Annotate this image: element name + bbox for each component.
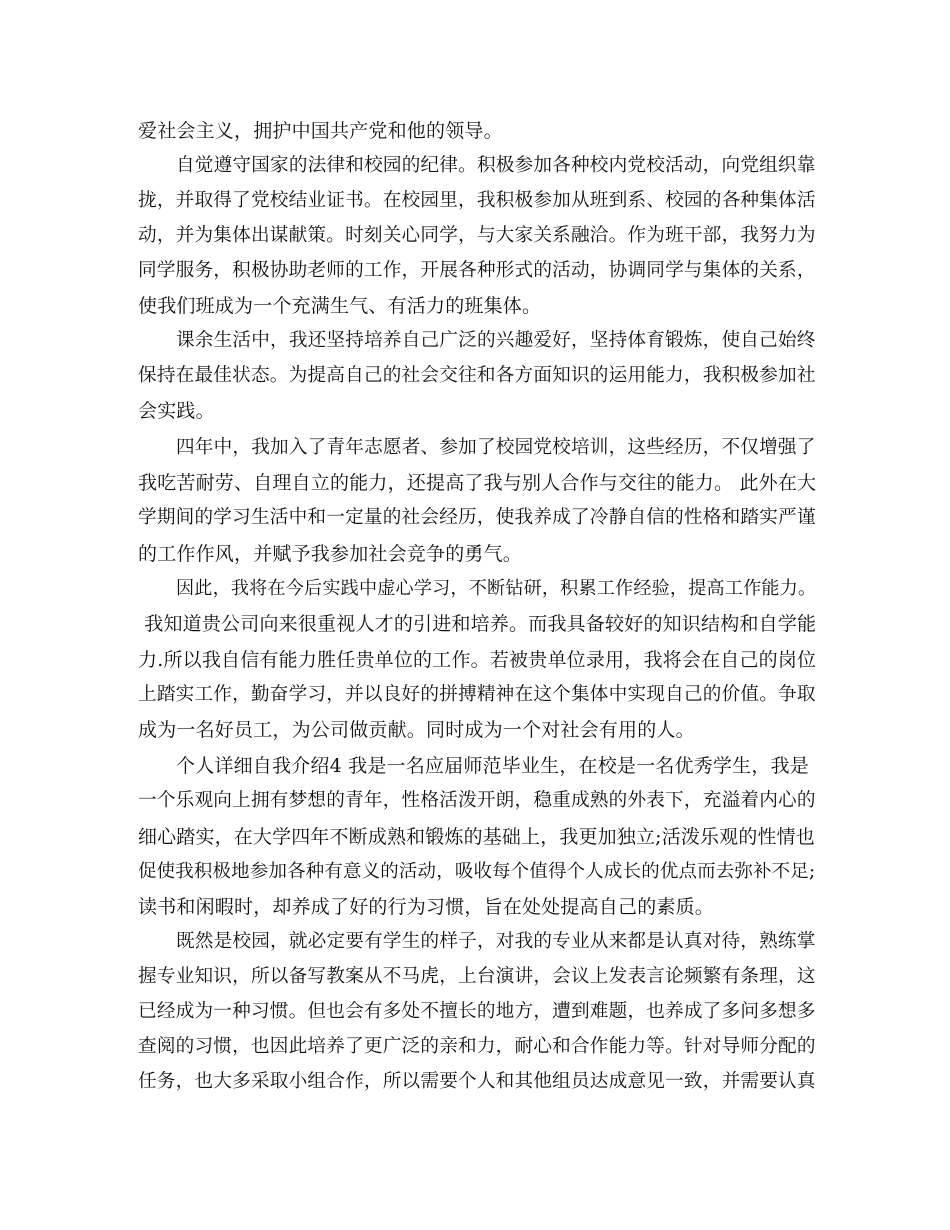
text-line: 力.所以我自信有能力胜任贵单位的工作。若被贵单位录用，我将会在自己的岗位 xyxy=(138,649,817,671)
text-line: 细心踏实，在大学四年不断成熟和锻炼的基础上，我更加独立;活泼乐观的性情也 xyxy=(138,826,815,848)
text-line: 因此，我将在今后实践中虚心学习，不断钻研，积累工作经验，提高工作能力。 xyxy=(176,578,817,599)
text-line: 我知道贵公司向来很重视人才的引进和培养。而我具备较好的知识结构和自学能 xyxy=(138,613,817,635)
text-line: 会实践。 xyxy=(138,400,215,422)
text-line: 已经成为一种习惯。但也会有多处不擅长的地方，遭到难题，也养成了多问多想多 xyxy=(138,1001,816,1022)
text-line: 使我们班成为一个充满生气、有活力的班集体。 xyxy=(138,295,542,317)
text-line: 既然是校园，就必定要有学生的样子，对我的专业从来都是认真对待，熟练掌 xyxy=(176,931,816,952)
text-line: 保持在最佳状态。为提高自己的社会交往和各方面知识的运用能力，我积极参加社 xyxy=(138,365,816,386)
text-line: 上踏实工作，勤奋学习，并以良好的拼搏精神在这个集体中实现自己的价值。争取 xyxy=(138,684,816,705)
text-line: 成为一名好员工，为公司做贡献。同时成为一个对社会有用的人。 xyxy=(138,719,695,741)
text-line: 拢，并取得了党校结业证书。在校园里，我积极参加从班到系、校园的各种集体活 xyxy=(138,190,816,211)
text-line: 四年中，我加入了青年志愿者、参加了校园党校培训，这些经历，不仅增强了 xyxy=(176,437,816,458)
text-line: 课余生活中，我还坚持培养自己广泛的兴趣爱好，坚持体育锻炼，使自己始终 xyxy=(176,330,816,351)
text-line: 爱社会主义，拥护中国共产党和他的领导。 xyxy=(138,120,503,142)
text-line: 同学服务，积极协助老师的工作，开展各种形式的活动，协调同学与集体的关系， xyxy=(138,260,816,281)
text-line: 任务，也大多采取小组合作，所以需要个人和其他组员达成意见一致，并需要认真 xyxy=(138,1071,816,1092)
text-line: 个人详细自我介绍4 我是一名应届师范毕业生，在校是一名优秀学生，我是 xyxy=(176,755,809,777)
text-line: 学期间的学习生活中和一定量的社会经历，使我养成了冷静自信的性格和踏实严谨 xyxy=(138,507,816,528)
text-line: 自觉遵守国家的法律和校园的纪律。积极参加各种校内党校活动，向党组织靠 xyxy=(176,155,816,176)
text-line: 读书和闲暇时，却养成了好的行为习惯，旨在处处提高自己的素质。 xyxy=(138,896,715,918)
text-line: 一个乐观向上拥有梦想的青年，性格活泼开朗，稳重成熟的外表下，充溢着内心的 xyxy=(138,790,816,811)
text-line: 查阅的习惯，也因此培养了更广泛的亲和力，耐心和合作能力等。针对导师分配的 xyxy=(138,1036,816,1057)
text-line: 动，并为集体出谋献策。时刻关心同学，与大家关系融洽。作为班干部，我努力为 xyxy=(138,225,816,246)
text-line: 促使我积极地参加各种有意义的活动，吸收每个值得个人成长的优点而去弥补不足; xyxy=(138,861,816,882)
text-line: 我吃苦耐劳、自理自立的能力，还提高了我与别人合作与交往的能力。 此外在大 xyxy=(138,472,817,494)
text-line: 握专业知识，所以备写教案从不马虎，上台演讲，会议上发表言论频繁有条理，这 xyxy=(138,966,816,987)
text-line: 的工作作风，并赋予我参加社会竞争的勇气。 xyxy=(138,543,523,565)
